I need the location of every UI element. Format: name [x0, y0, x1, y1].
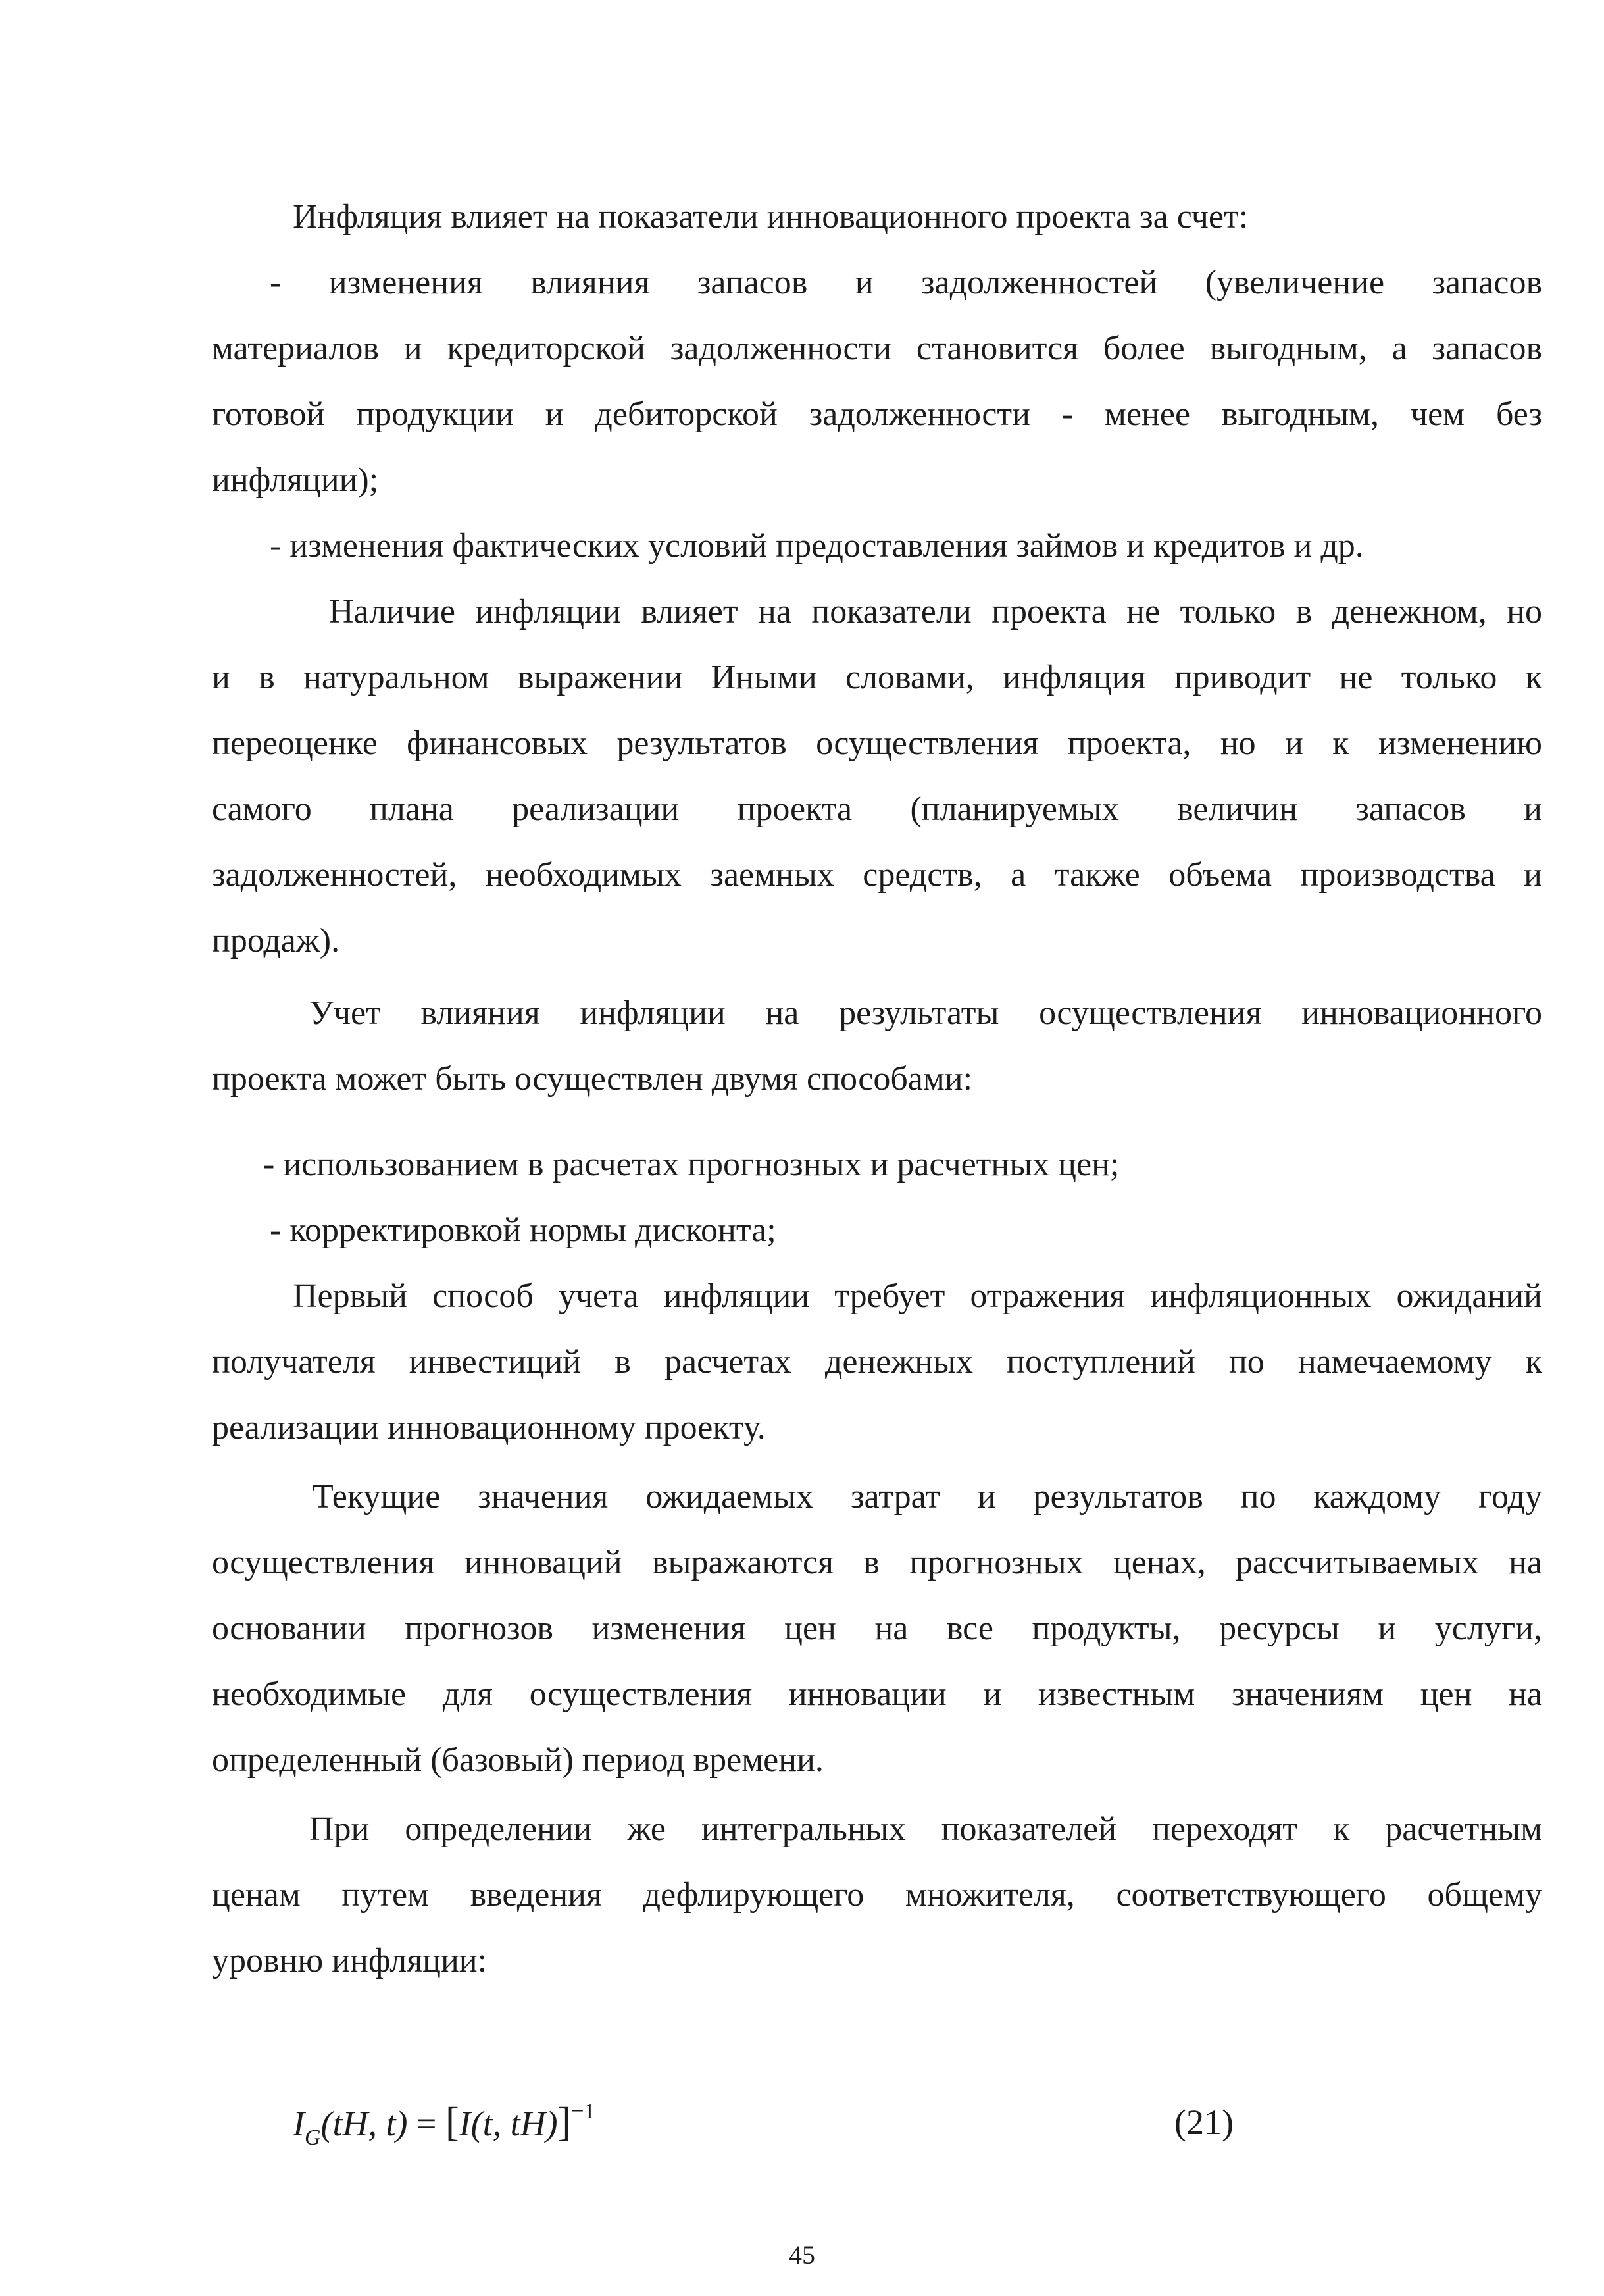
paragraph-line: необходимые для осуществления инновации и известным значениям цен на: [212, 1675, 1542, 1713]
paragraph-line: При определении же интегральных показателей переходят к расчетным: [309, 1810, 1542, 1848]
paragraph-line: Текущие значения ожидаемых затрат и результатов по каждому году: [313, 1478, 1542, 1516]
formula-lhs-args: (tH, t): [320, 2104, 408, 2143]
formula-rhs-args: (t, tH): [470, 2104, 558, 2143]
paragraph-line: задолженностей, необходимых заемных средств, а также объема производства и: [212, 856, 1542, 894]
page-number: 45: [789, 2240, 815, 2270]
paragraph-line: Учет влияния инфляции на результаты осуществления инновационного: [309, 994, 1542, 1032]
equation-number: (21): [1174, 2103, 1234, 2142]
list-item-line: - изменения фактических условий предоставления займов и кредитов и др.: [270, 527, 1364, 565]
paragraph-line: Наличие инфляции влияет на показатели проекта не только в денежном, но: [329, 593, 1542, 630]
paragraph-line: продаж).: [212, 922, 340, 959]
paragraph-line: переоценке финансовых результатов осуществления проекта, но и к изменению: [212, 725, 1542, 762]
formula-left-bracket: [: [445, 2100, 459, 2145]
paragraph-line: Первый способ учета инфляции требует отражения инфляционных ожиданий: [293, 1277, 1542, 1315]
paragraph-line: получателя инвестиций в расчетах денежных поступлений по намечаемому к: [212, 1343, 1542, 1381]
paragraph-line: определенный (базовый) период времени.: [212, 1741, 824, 1779]
paragraph-line: проекта может быть осуществлен двумя способами:: [212, 1060, 973, 1098]
formula-rhs-symbol: I: [459, 2104, 471, 2143]
paragraph-line: инфляции);: [212, 461, 379, 499]
paragraph-line: самого плана реализации проекта (планируемых величин запасов и: [212, 790, 1542, 828]
formula-lhs-subscript: G: [304, 2126, 321, 2150]
list-item-line: - использованием в расчетах прогнозных и расчетных цен;: [263, 1146, 1120, 1183]
paragraph-line: уровню инфляции:: [212, 1942, 488, 1979]
formula-lhs-symbol: I: [293, 2104, 305, 2143]
formula-equals: =: [416, 2104, 437, 2143]
paragraph-line: основании прогнозов изменения цен на все продукты, ресурсы и услуги,: [212, 1610, 1542, 1647]
deflator-formula: [293, 2099, 595, 2152]
formula-right-bracket: ]: [557, 2100, 572, 2145]
paragraph-line: реализации инновационному проекту.: [212, 1409, 766, 1446]
paragraph-line: и в натуральном выражении Иными словами, инфляция приводит не только к: [212, 659, 1542, 696]
paragraph-line: материалов и кредиторской задолженности становится более выгодным, а запасов: [212, 330, 1542, 367]
list-item-line: - изменения влияния запасов и задолженностей (увеличение запасов: [270, 264, 1542, 301]
list-item-line: - корректировкой нормы дисконта;: [270, 1212, 776, 1249]
formula-exponent: −1: [571, 2099, 595, 2124]
paragraph-line: Инфляция влияет на показатели инновационного проекта за счет:: [293, 198, 1249, 236]
paragraph-line: готовой продукции и дебиторской задолженности - менее выгодным, чем без: [212, 395, 1542, 433]
paragraph-line: осуществления инноваций выражаются в прогнозных ценах, рассчитываемых на: [212, 1544, 1542, 1581]
paragraph-line: ценам путем введения дефлирующего множителя, соответствующего общему: [212, 1876, 1542, 1914]
